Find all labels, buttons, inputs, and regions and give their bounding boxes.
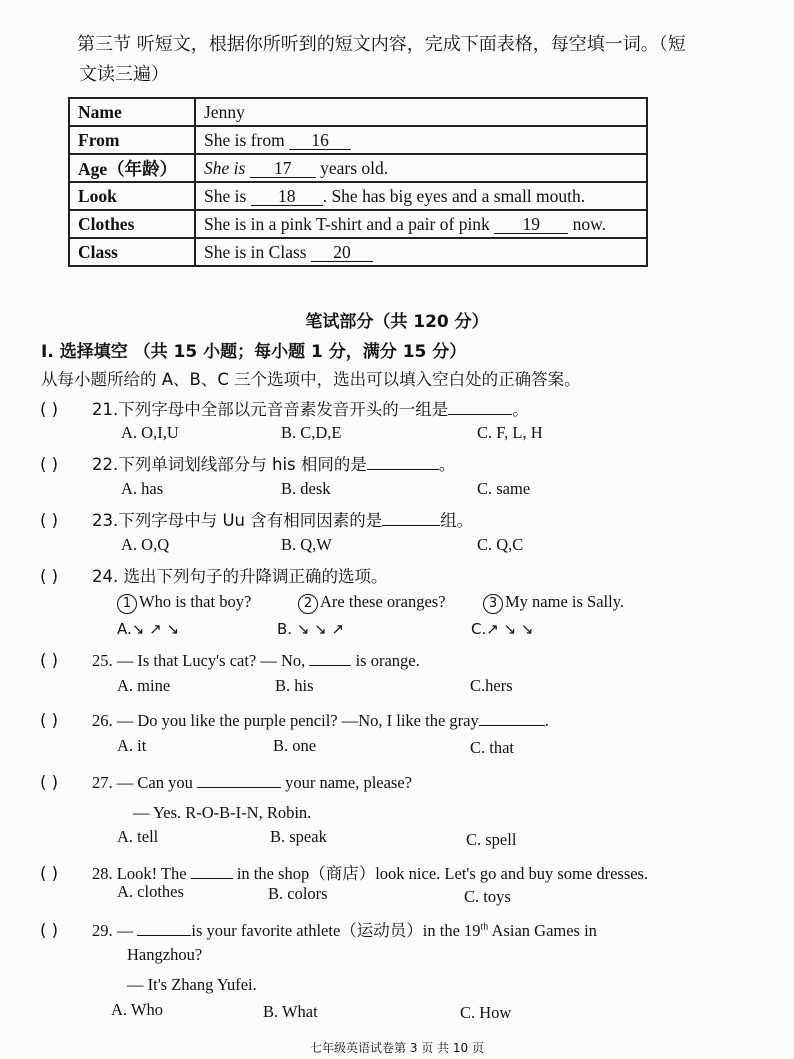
sentence-2 xyxy=(298,592,446,614)
table-row xyxy=(69,126,647,154)
row-value xyxy=(195,238,647,266)
row-key: Look xyxy=(69,182,195,210)
question-stem: 27. — Can you xyxy=(92,773,197,792)
question-tail: is orange. xyxy=(351,651,420,670)
question-stem: 22.下列单词划线部分与 his 相同的是 xyxy=(92,455,367,474)
question-tail: 。 xyxy=(438,455,456,474)
question-stem: 23.下列字母中与 Uu 含有相同因素的是 xyxy=(92,511,383,530)
answer-paren[interactable]: ( ) xyxy=(40,773,59,792)
answer-blank-18[interactable]: 18 xyxy=(251,188,323,206)
stem-blank xyxy=(382,525,440,526)
option-b[interactable]: B. desk xyxy=(281,479,331,498)
question-tail: . xyxy=(544,711,549,730)
stem-blank xyxy=(309,665,351,666)
option-b[interactable]: B. colors xyxy=(268,884,328,903)
row-text: She is in Class xyxy=(204,242,311,262)
table-row xyxy=(69,98,647,126)
option-a[interactable]: A. tell xyxy=(117,827,159,846)
question-26 xyxy=(40,711,549,731)
row-key: Class xyxy=(69,238,195,266)
stem-blank xyxy=(479,725,545,726)
written-section-title: 笔试部分（共 120 分） xyxy=(305,312,489,332)
question-stem: 29. — xyxy=(92,921,138,940)
row-key: Name xyxy=(69,98,195,126)
option-b[interactable]: B. What xyxy=(263,1002,318,1021)
sentence-2-text: Are these oranges? xyxy=(320,592,446,611)
listening-table xyxy=(68,97,648,267)
answer-paren[interactable]: ( ) xyxy=(40,567,59,586)
question-29-reply: — It's Zhang Yufei. xyxy=(127,975,257,994)
row-text-after: . She has big eyes and a small mouth. xyxy=(322,186,586,206)
question-stem: 26. — Do you like the purple pencil? —No, I like the gray xyxy=(92,711,479,730)
table-row xyxy=(69,182,647,210)
option-c[interactable]: C. Q,C xyxy=(477,535,524,554)
row-value xyxy=(195,154,647,182)
option-b[interactable]: B. one xyxy=(273,736,317,755)
option-c[interactable]: C. toys xyxy=(464,887,511,906)
question-24 xyxy=(40,563,388,587)
answer-paren[interactable]: ( ) xyxy=(40,921,59,940)
question-27-reply: — Yes. R-O-B-I-N, Robin. xyxy=(133,803,312,822)
option-a[interactable]: A. has xyxy=(121,479,164,498)
part1-instruction: 从每小题所给的 A、B、C 三个选项中，选出可以填入空白处的正确答案。 xyxy=(41,370,581,389)
option-b[interactable]: B. speak xyxy=(270,827,327,846)
answer-paren[interactable]: ( ) xyxy=(40,864,59,883)
option-b[interactable]: B. his xyxy=(275,676,314,695)
question-tail: your name, please? xyxy=(280,773,412,792)
answer-blank-20[interactable]: 20 xyxy=(311,244,373,262)
option-c[interactable]: C. spell xyxy=(466,830,517,849)
question-28 xyxy=(40,860,648,884)
sentence-3 xyxy=(483,592,624,614)
option-c[interactable]: C. same xyxy=(477,479,531,498)
answer-paren[interactable]: ( ) xyxy=(40,711,59,730)
question-stem: 25. — Is that Lucy's cat? — No, xyxy=(92,651,310,670)
section3-heading xyxy=(77,30,686,90)
question-stem: 24. 选出下列句子的升降调正确的选项。 xyxy=(92,567,388,586)
question-22 xyxy=(40,451,455,475)
sentence-3-text: My name is Sally. xyxy=(505,592,625,611)
answer-paren[interactable]: ( ) xyxy=(40,400,59,419)
question-23 xyxy=(40,507,473,531)
row-text: She is xyxy=(204,186,251,206)
row-key: Clothes xyxy=(69,210,195,238)
question-stem: 28. Look! The xyxy=(92,864,191,883)
part1-title: I. 选择填空 （共 15 小题；每小题 1 分，满分 15 分） xyxy=(41,342,467,362)
stem-blank xyxy=(367,469,439,470)
superscript-th: th xyxy=(480,921,489,933)
answer-paren[interactable]: ( ) xyxy=(40,455,59,474)
option-a[interactable]: A.↘ ↗ ↘ xyxy=(117,620,180,638)
row-value xyxy=(195,182,647,210)
option-a[interactable]: A. O,Q xyxy=(121,535,170,554)
question-29-cont: Hangzhou? xyxy=(127,945,203,964)
row-text: She is from xyxy=(204,130,290,150)
table-row xyxy=(69,238,647,266)
option-b[interactable]: B. C,D,E xyxy=(281,423,342,442)
answer-blank-16[interactable]: 16 xyxy=(289,132,351,150)
question-27 xyxy=(40,773,412,793)
row-key: From xyxy=(69,126,195,154)
stem-blank xyxy=(191,878,233,879)
option-c[interactable]: C. How xyxy=(460,1003,512,1022)
stem-blank xyxy=(197,787,281,788)
circled-2-icon: 2 xyxy=(298,594,318,614)
answer-blank-17[interactable]: 17 xyxy=(250,160,316,178)
stem-blank xyxy=(137,935,191,936)
row-value xyxy=(195,126,647,154)
section3-line1: 第三节 听短文，根据你所听到的短文内容，完成下面表格，每空填一词。（短 xyxy=(77,34,686,55)
circled-3-icon: 3 xyxy=(483,594,503,614)
question-25 xyxy=(40,651,420,671)
row-text: Jenny xyxy=(204,102,245,122)
sentence-1-text: Who is that boy? xyxy=(139,592,252,611)
row-text-after: now. xyxy=(568,214,606,234)
option-b[interactable]: B. ↘ ↘ ↗ xyxy=(277,620,345,638)
table-row xyxy=(69,210,647,238)
question-tail: 。 xyxy=(512,400,529,419)
row-text: She is xyxy=(204,158,250,178)
row-text: She is in a pink T-shirt and a pair of pink xyxy=(204,214,495,234)
question-mid: in the shop（商店）look nice. Let's go and buy some dresses. xyxy=(232,864,649,883)
option-c[interactable]: C.hers xyxy=(470,676,513,695)
question-29 xyxy=(40,917,597,941)
option-a[interactable]: A. clothes xyxy=(117,882,184,901)
question-mid: is your favorite athlete（运动员）in the 19 xyxy=(191,921,481,940)
page-footer: 七年级英语试卷第 3 页 共 10 页 xyxy=(310,1041,484,1055)
table-row xyxy=(69,154,647,182)
option-c[interactable]: C.↗ ↘ ↘ xyxy=(471,620,534,638)
option-c[interactable]: C. that xyxy=(470,738,514,757)
question-stem: 21.下列字母中全部以元音音素发音开头的一组是 xyxy=(92,400,449,419)
circled-1-icon: 1 xyxy=(117,594,137,614)
option-a[interactable]: A. O,I,U xyxy=(121,423,179,442)
stem-blank xyxy=(448,414,512,415)
option-a[interactable]: A. it xyxy=(117,736,147,755)
question-21 xyxy=(40,396,529,420)
option-a[interactable]: A. Who xyxy=(111,1000,163,1019)
row-key: Age（年龄） xyxy=(69,154,195,182)
option-b[interactable]: B. Q,W xyxy=(281,535,332,554)
answer-blank-19[interactable]: 19 xyxy=(494,216,568,234)
section3-line2: 文读三遍） xyxy=(79,64,169,85)
row-text-after: years old. xyxy=(315,158,389,178)
answer-paren[interactable]: ( ) xyxy=(40,511,59,530)
option-a[interactable]: A. mine xyxy=(117,676,171,695)
question-tail: 组。 xyxy=(440,511,474,530)
question-tail: Asian Games in xyxy=(488,921,597,940)
sentence-1 xyxy=(117,592,251,614)
answer-paren[interactable]: ( ) xyxy=(40,651,59,670)
row-value xyxy=(195,98,647,126)
option-c[interactable]: C. F, L, H xyxy=(477,423,543,442)
row-value xyxy=(195,210,647,238)
